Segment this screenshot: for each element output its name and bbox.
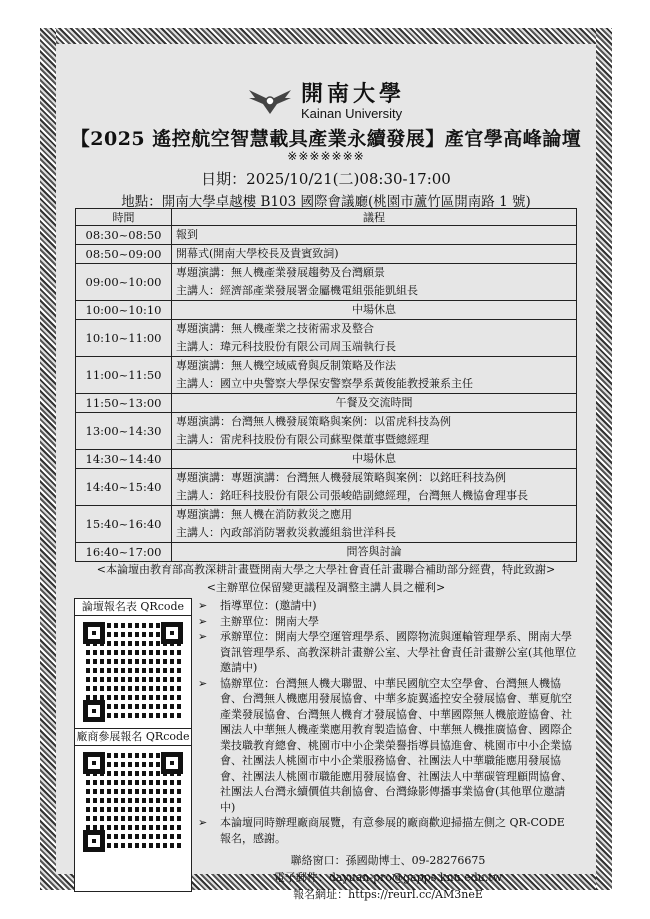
agenda-time: 11:50~13:00 [76,394,172,413]
decorative-border-left [40,28,56,890]
info-item [198,614,578,630]
agenda-item-line: 開幕式(開南大學校長及貴賓致詞) [176,247,339,260]
decorative-border-right [596,28,612,890]
contact-block [198,852,578,903]
agenda-item-line: 主講人：瑋元科技股份有限公司周玉端執行長 [176,340,396,353]
agenda-row [76,245,577,264]
info-item [198,598,578,614]
register-qr-label: 論壇報名表 QRcode [75,599,191,616]
arrow-bullet-icon: ➢ [198,599,208,612]
info-item [198,676,578,816]
agenda-item-line: 專題演講：無人機產業發展趨勢及台灣願景 [176,266,385,279]
agenda-item [172,450,577,469]
agenda-item-line: 午餐及交流時間 [335,396,413,409]
agenda-item-line: 專題演講：台灣無人機發展策略與案例：以雷虎科技為例 [176,415,451,428]
info-item [198,629,578,676]
rights-note: <主辦單位保留變更議程及調整主講人員之權利> [206,581,446,594]
agenda-header-time: 時間 [76,209,172,226]
decorative-border-top [40,28,612,44]
agenda-item-line: 報到 [176,228,198,241]
agenda-row [76,264,577,301]
agenda-item [172,543,577,562]
agenda-header-program: 議程 [172,209,577,226]
agenda-item-line: 問答與討論 [346,545,402,558]
agenda-item [172,394,577,413]
agenda-row [76,226,577,245]
agenda-time: 08:30~08:50 [76,226,172,245]
exhibitor-qr-code[interactable] [83,752,183,852]
agenda-time: 09:00~10:00 [76,264,172,301]
agenda-time: 14:40~15:40 [76,469,172,506]
agenda-row [76,413,577,450]
info-text: 主辦單位：開南大學 [220,614,319,628]
info-item [198,815,578,846]
agenda-item-line: 主講人：經濟部產業發展署金屬機電組張能凱組長 [176,284,418,297]
agenda-item-line: 專題演講：無人機產業之技術需求及整合 [176,322,374,335]
title-stars: ※※※※※※※ [287,149,365,163]
agenda-item [172,226,577,245]
funding-note: <本論壇由教育部高教深耕計畫暨開南大學之大學社會責任計畫聯合補助部分經費，特此致謝> [96,563,556,576]
logo-chinese-name: 開南大學 [300,80,405,107]
university-logo [58,80,594,122]
info-text: 本論壇同時辦理廠商展覽，有意參展的廠商歡迎掃描左側之 QR-CODE 報名，感謝。 [220,816,565,845]
forum-title: 【2025 遙控航空智慧載具產業永續發展】產官學高峰論壇 [70,128,582,150]
agenda-item-line: 主講人：內政部消防署救災救護組翁世洋科長 [176,526,396,539]
info-text: 協辦單位：台灣無人機大聯盟、中華民國航空太空學會、台灣無人機協會、台灣無人機應用發展協會、中華多旋翼遙控安全發展協會、華夏航空產業發展協會、台灣無人機育才發展協會、中華國際無人機旅遊協會、社團法人中華無人機產業應用教育製造協會、中華無人機推廣協會、國際企業技職教育總會、桃園市中小企業榮譽指導員協進會、桃園市中小企業協會、社團法人桃園市中小企業服務協會、社團法人中華職能應用發展協會、社團法人桃園市職能應用發展協會、社團法人中華碳管理顧問協會、社團法人台灣永續價值共創協會、台灣綠影傳播事業協會(其他單位邀請中) [220,676,572,814]
agenda-row [76,469,577,506]
agenda-row [76,543,577,562]
agenda-row [76,450,577,469]
agenda-time: 10:10~11:00 [76,320,172,357]
registration-url[interactable]: 報名網址：https://reurl.cc/AM3neE [293,888,483,901]
organizer-info [198,598,578,903]
agenda-item-line: 專題演講：無人機空域威脅與反制策略及作法 [176,359,396,372]
contact-email[interactable]: 電子郵件：dayuan-pro@gapps.knu.edu.tw [273,871,503,884]
arrow-bullet-icon: ➢ [198,816,208,829]
agenda-item [172,320,577,357]
eagle-emblem-icon [247,84,293,118]
arrow-bullet-icon: ➢ [198,630,208,643]
agenda-row [76,301,577,320]
agenda-item [172,245,577,264]
agenda-time: 10:00~10:10 [76,301,172,320]
agenda-item [172,357,577,394]
agenda-item [172,264,577,301]
info-text: 承辦單位：開南大學空運管理學系、國際物流與運輸管理學系、開南大學資訊管理學系、高教深耕計畫辦公室、大學社會責任計畫辦公室(其他單位邀請中) [220,630,577,674]
logo-english-name: Kainan University [300,105,403,121]
agenda-item-line: 中場休息 [352,303,396,316]
agenda-row [76,506,577,543]
agenda-time: 16:40~17:00 [76,543,172,562]
agenda-row [76,320,577,357]
agenda-item [172,413,577,450]
agenda-item [172,301,577,320]
agenda-time: 15:40~16:40 [76,506,172,543]
agenda-time: 13:00~14:30 [76,413,172,450]
agenda-time: 14:30~14:40 [76,450,172,469]
agenda-table [75,208,577,562]
agenda-item-line: 中場休息 [352,452,396,465]
arrow-bullet-icon: ➢ [198,676,208,690]
agenda-item-line: 主講人：銘旺科技股份有限公司張峻皓副總經理，台灣無人機協會理事長 [176,489,528,502]
event-date: 日期：2025/10/21(二)08:30-17:00 [201,170,451,188]
agenda-item-line: 主講人：雷虎科技股份有限公司蘇聖傑董事暨總經理 [176,433,429,446]
agenda-item [172,506,577,543]
agenda-time: 08:50~09:00 [76,245,172,264]
event-venue: 地點：開南大學卓越樓 B103 國際會議廳(桃園市蘆竹區開南路 1 號) [121,194,531,210]
agenda-item-line: 專題演講：無人機在消防救災之應用 [176,508,352,521]
qr-code-box [74,598,192,892]
agenda-item-line: 專題演講：專題演講：台灣無人機發展策略與案例：以銘旺科技為例 [176,471,506,484]
agenda-time: 11:00~11:50 [76,357,172,394]
agenda-row [76,394,577,413]
agenda-item [172,469,577,506]
agenda-row [76,357,577,394]
register-qr-code[interactable] [83,622,183,722]
contact-window: 聯絡窗口：孫國勛博士、09-28276675 [290,854,486,867]
info-text: 指導單位：(邀請中) [220,599,317,612]
agenda-item-line: 主講人：國立中央警察大學保安警察學系黃俊能教授兼系主任 [176,377,473,390]
exhibitor-qr-label: 廠商參展報名 QRcode [75,728,191,746]
poster-content [58,46,594,901]
arrow-bullet-icon: ➢ [198,614,208,628]
registration-section [74,598,578,901]
